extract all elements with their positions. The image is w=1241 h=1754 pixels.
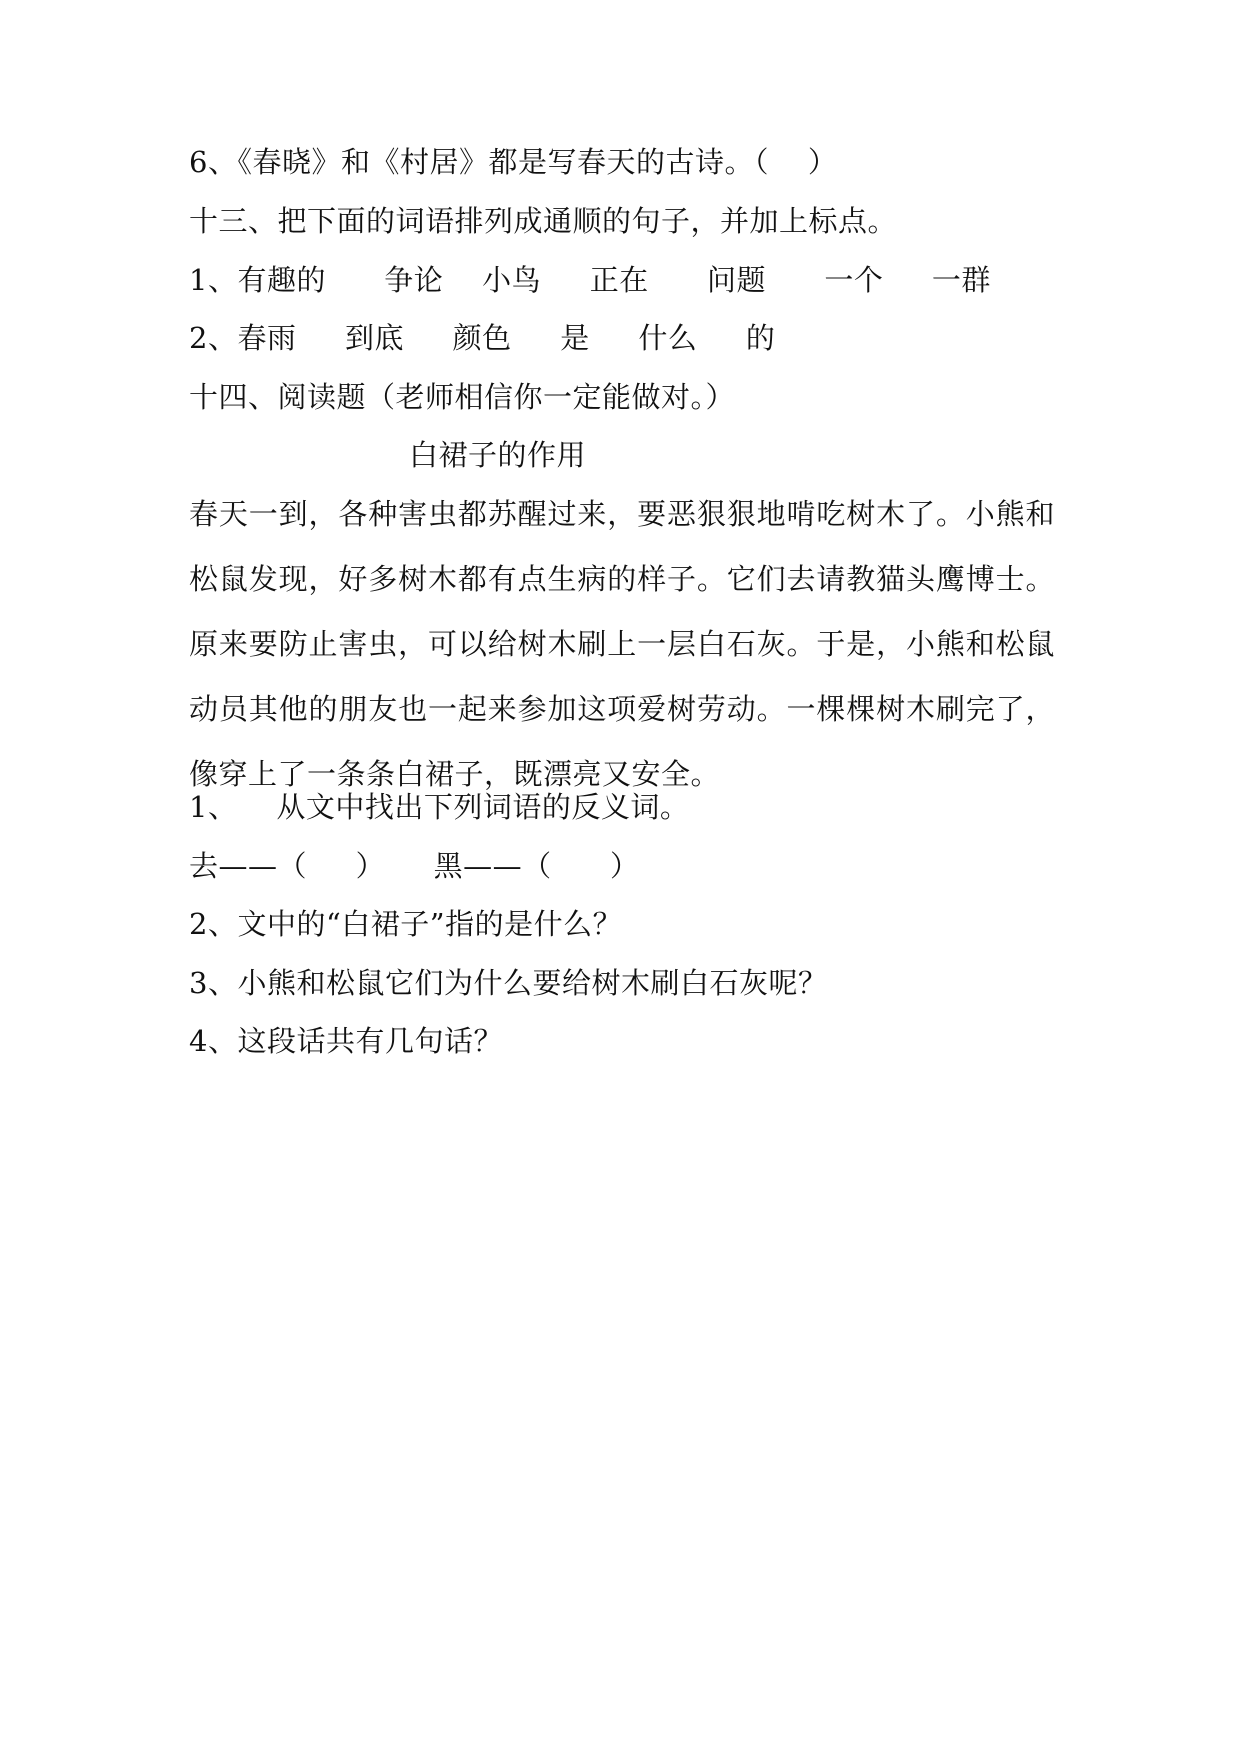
section-13-heading: 十三、把下面的词语排列成通顺的句子，并加上标点。: [189, 204, 898, 238]
question-6: 6、《春晓》和《村居》都是写春天的古诗。（ ）: [189, 145, 838, 179]
antonym-blanks: 去——（ ） 黑——（ ）: [189, 849, 640, 883]
reading-question-3: 3、小熊和松鼠它们为什么要给树木刷白石灰呢？: [189, 966, 828, 1000]
passage-title: 白裙子的作用: [409, 438, 587, 472]
section-14-heading: 十四、阅读题（老师相信你一定能做对。）: [189, 380, 736, 414]
reading-question-2: 2、文中的“白裙子”指的是什么？: [189, 907, 623, 941]
reading-passage: 春天一到，各种害虫都苏醒过来，要恶狠狠地啃吃树木了。小熊和松鼠发现，好多树木都有点生病的样子。它们去请教猫头鹰博士。原来要防止害虫，可以给树木刷上一层白石灰。于是，小熊和松鼠动员其他的朋友也一起来参加这项爱树劳动。一棵棵树木刷完了，像穿上了一条条白裙子，既漂亮又安全。: [189, 497, 1055, 791]
word-order-item-1: 1、有趣的 争论 小鸟 正在 问题 一个 一群: [189, 263, 991, 297]
reading-question-4: 4、这段话共有几句话？: [189, 1024, 503, 1058]
word-order-item-2: 2、春雨 到底 颜色 是 什么 的: [189, 321, 776, 355]
reading-question-1: 1、 从文中找出下列词语的反义词。: [189, 790, 690, 824]
